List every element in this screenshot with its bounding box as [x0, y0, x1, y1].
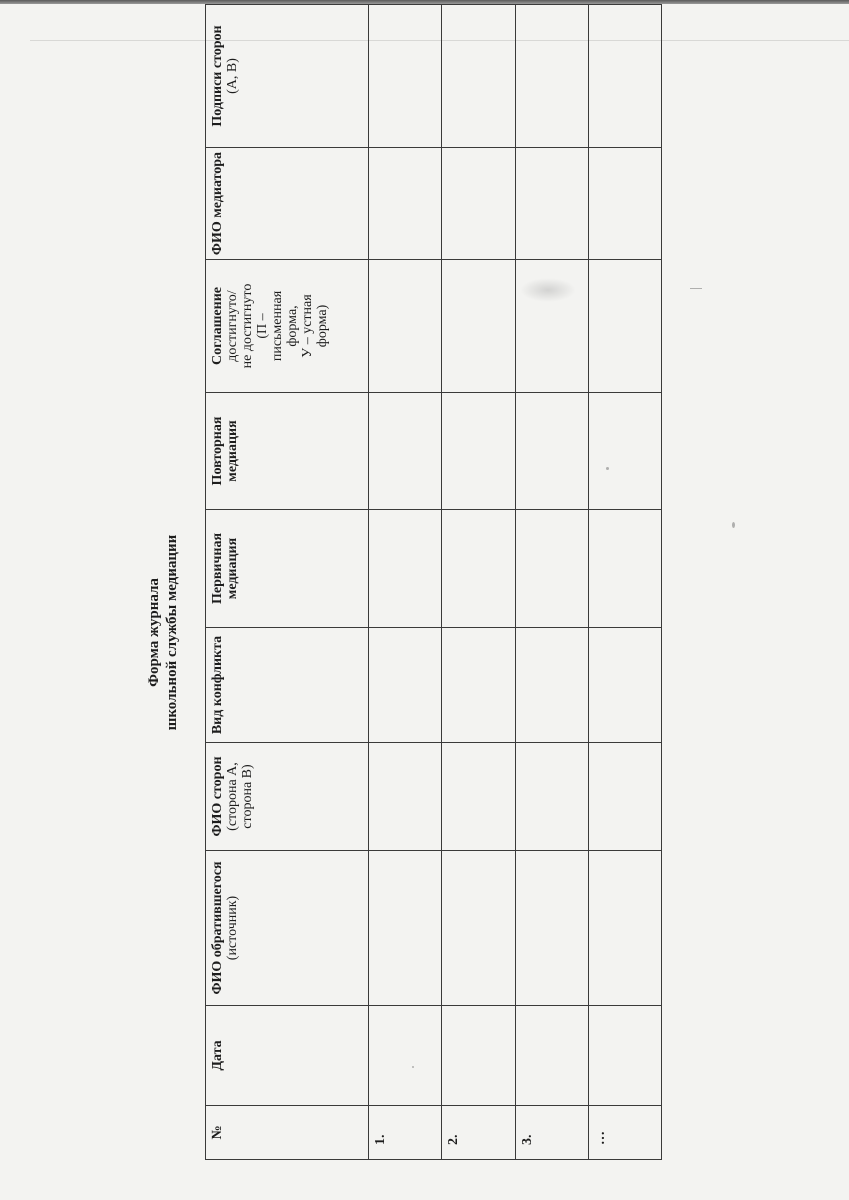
table-cell — [588, 393, 661, 510]
table-cell — [442, 260, 515, 393]
header-bold: ФИО сторон — [210, 756, 225, 837]
table-cell — [515, 260, 588, 393]
table-cell — [588, 851, 661, 1006]
table-cell — [588, 148, 661, 260]
header-cell-mediator — [206, 148, 369, 260]
header-bold: Вид конфликта — [210, 635, 225, 735]
table-row — [588, 5, 661, 1160]
table-row — [515, 5, 588, 1160]
table-cell — [442, 628, 515, 743]
table-cell — [515, 743, 588, 851]
header-note: (сторона А, сторона В) — [225, 762, 255, 831]
header-row — [206, 5, 369, 1160]
row-number: 2. — [442, 1106, 515, 1160]
header-bold: Повторная медиация — [210, 416, 240, 486]
header-note: (источник) — [225, 895, 240, 961]
table-cell — [369, 743, 442, 851]
table-cell — [369, 510, 442, 628]
title-line-2: школьной службы медиации — [164, 534, 180, 731]
header-bold: Подписи сторон — [210, 25, 225, 127]
table-cell — [442, 5, 515, 148]
header-cell-number — [206, 1106, 369, 1160]
table-cell — [369, 5, 442, 148]
table-cell — [442, 510, 515, 628]
header-bold: Дата — [210, 1040, 225, 1071]
table-cell — [588, 5, 661, 148]
row-number: 3. — [515, 1106, 588, 1160]
header-cell-agreement — [206, 260, 369, 393]
table-cell — [515, 1006, 588, 1106]
header-note: достигнуто/ не достигнуто (П – письменная форма, У – устная форма) — [225, 283, 330, 369]
row-number: 1. — [369, 1106, 442, 1160]
table-cell — [515, 851, 588, 1006]
table-cell — [442, 743, 515, 851]
table-cell — [369, 260, 442, 393]
table-cell — [588, 628, 661, 743]
table-cell — [515, 510, 588, 628]
title-line-1: Форма журнала — [146, 578, 162, 687]
table-cell — [515, 148, 588, 260]
header-note: (А, В) — [225, 58, 240, 94]
table-cell — [515, 628, 588, 743]
header-bold: № — [210, 1125, 225, 1140]
header-cell-signatures — [206, 5, 369, 148]
table-cell — [515, 393, 588, 510]
table-cell — [442, 1006, 515, 1106]
table-cell — [588, 260, 661, 393]
table-row — [369, 5, 442, 1160]
table-cell — [588, 743, 661, 851]
header-bold: Соглашение — [210, 287, 225, 365]
header-bold: Первичная медиация — [210, 532, 240, 605]
scan-speck — [732, 522, 735, 528]
header-cell-repeat-mediation — [206, 393, 369, 510]
journal-table — [205, 4, 662, 1160]
table-cell — [588, 510, 661, 628]
table-cell — [442, 851, 515, 1006]
header-cell-primary-mediation — [206, 510, 369, 628]
table-cell — [588, 1006, 661, 1106]
header-bold: ФИО обратившегося — [210, 861, 225, 995]
document-title — [145, 105, 181, 1160]
header-cell-parties — [206, 743, 369, 851]
header-bold: ФИО медиатора — [210, 151, 225, 256]
table-cell — [442, 393, 515, 510]
table-cell — [369, 393, 442, 510]
table-cell — [369, 851, 442, 1006]
table-cell — [515, 5, 588, 148]
table-row — [442, 5, 515, 1160]
table-cell — [369, 628, 442, 743]
table-cell — [442, 148, 515, 260]
table-cell — [369, 148, 442, 260]
rotated-page-content — [145, 25, 730, 1160]
header-cell-conflict-type — [206, 628, 369, 743]
header-cell-date — [206, 1006, 369, 1106]
row-number: … — [588, 1106, 661, 1160]
table-cell — [369, 1006, 442, 1106]
header-cell-applicant — [206, 851, 369, 1006]
